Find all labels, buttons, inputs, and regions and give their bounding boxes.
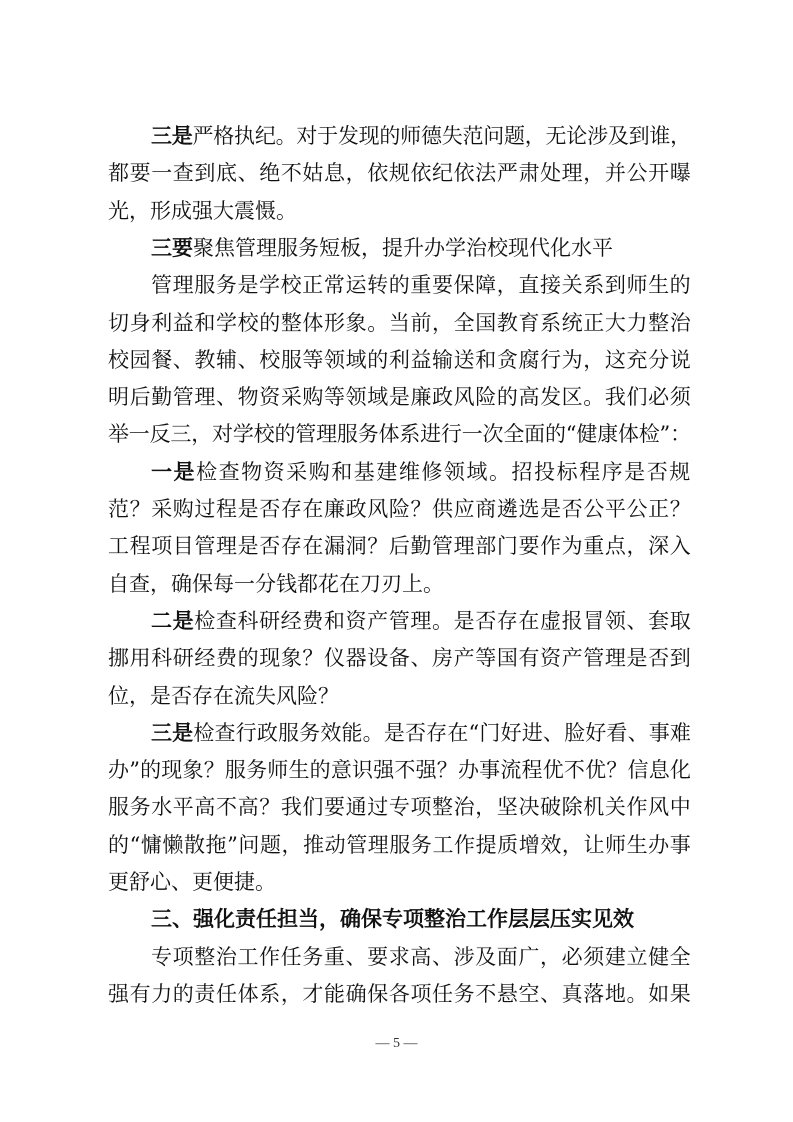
paragraph-line	[108, 193, 691, 230]
line-text: 明后勤管理、物资采购等领域是廉政风险的高发区。我们必须	[108, 385, 692, 410]
line-text: 办”的现象？服务师生的意识强不强？办事流程优不优？信息化	[108, 758, 692, 783]
paragraph-line	[108, 603, 691, 640]
paragraph-line	[108, 864, 691, 901]
paragraph-line	[108, 155, 691, 192]
line-text: 管理服务是学校正常运转的重要保障，直接关系到师生的	[151, 273, 692, 298]
line-text: 严格执纪。对于发现的师德失范问题，无论涉及到谁，	[192, 124, 691, 148]
paragraph-lead: 三要	[151, 235, 193, 260]
line-text: 专项整治工作任务重、要求高、涉及面广，必须建立健全	[151, 944, 692, 969]
paragraph-line	[108, 379, 691, 416]
line-text: 都要一查到底、绝不姑息，依规依纪依法严肃处理，并公开曝	[108, 161, 692, 186]
heading-text: 三、强化责任担当，确保专项整治工作层层压实见效	[151, 907, 634, 932]
paragraph-line	[108, 230, 691, 267]
line-text: 聚焦管理服务短板，提升办学治校现代化水平	[193, 235, 613, 260]
line-text: 强有力的责任体系，才能确保各项任务不悬空、真落地。如果	[108, 981, 692, 1006]
line-text: 切身利益和学校的整体形象。当前，全国教育系统正大力整治	[108, 310, 692, 335]
paragraph-line	[108, 752, 691, 789]
line-text: 检查行政服务效能。是否存在“门好进、脸好看、事难	[193, 720, 692, 745]
page-number: — 5 —	[375, 1036, 418, 1051]
line-text: 挪用科研经费的现象？仪器设备、房产等国有资产管理是否到	[108, 646, 692, 671]
paragraph-line	[108, 416, 691, 453]
paragraph-line	[108, 491, 691, 528]
line-text: 检查科研经费和资产管理。是否存在虚报冒领、套取	[194, 608, 692, 633]
paragraph-line	[108, 528, 691, 565]
paragraph-line	[108, 715, 691, 752]
paragraph-line	[108, 342, 691, 379]
paragraph-line	[108, 640, 691, 677]
line-text: 范？采购过程是否存在廉政风险？供应商遴选是否公平公正？	[108, 497, 692, 521]
line-text: 自查，确保每一分钱都花在刀刃上。	[108, 571, 444, 596]
paragraph-line	[108, 976, 691, 1013]
paragraph-line	[108, 454, 691, 491]
section-heading	[108, 901, 691, 938]
paragraph-lead: 三是	[151, 124, 193, 148]
line-text: 的“慵懒散拖”问题，推动管理服务工作提质增效，让师生办事	[108, 832, 692, 857]
paragraph-line	[108, 789, 691, 826]
paragraph-line	[108, 305, 691, 342]
paragraph-line	[108, 939, 691, 976]
paragraph-lead: 三是	[151, 720, 194, 745]
paragraph-line	[108, 678, 691, 715]
paragraph-line	[108, 566, 691, 603]
paragraph-lead: 一是	[151, 459, 197, 484]
paragraph-line	[108, 118, 691, 155]
line-text: 检查物资采购和基建维修领域。招投标程序是否规	[196, 459, 692, 484]
line-text: 服务水平高不高？我们要通过专项整治，坚决破除机关作风中	[108, 795, 692, 820]
paragraph-line	[108, 827, 691, 864]
line-text: 光，形成强大震慑。	[108, 198, 297, 223]
line-text: 位，是否存在流失风险？	[108, 683, 339, 708]
line-text: 校园餐、教辅、校服等领域的利益输送和贪腐行为，这充分说	[108, 347, 692, 372]
paragraph-line	[108, 267, 691, 304]
line-text: 更舒心、更便捷。	[108, 870, 276, 894]
line-text: 工程项目管理是否存在漏洞？后勤管理部门要作为重点，深入	[108, 534, 692, 559]
paragraph-lead: 二是	[151, 608, 195, 633]
line-text: 举一反三，对学校的管理服务体系进行一次全面的“健康体检”：	[108, 422, 691, 447]
